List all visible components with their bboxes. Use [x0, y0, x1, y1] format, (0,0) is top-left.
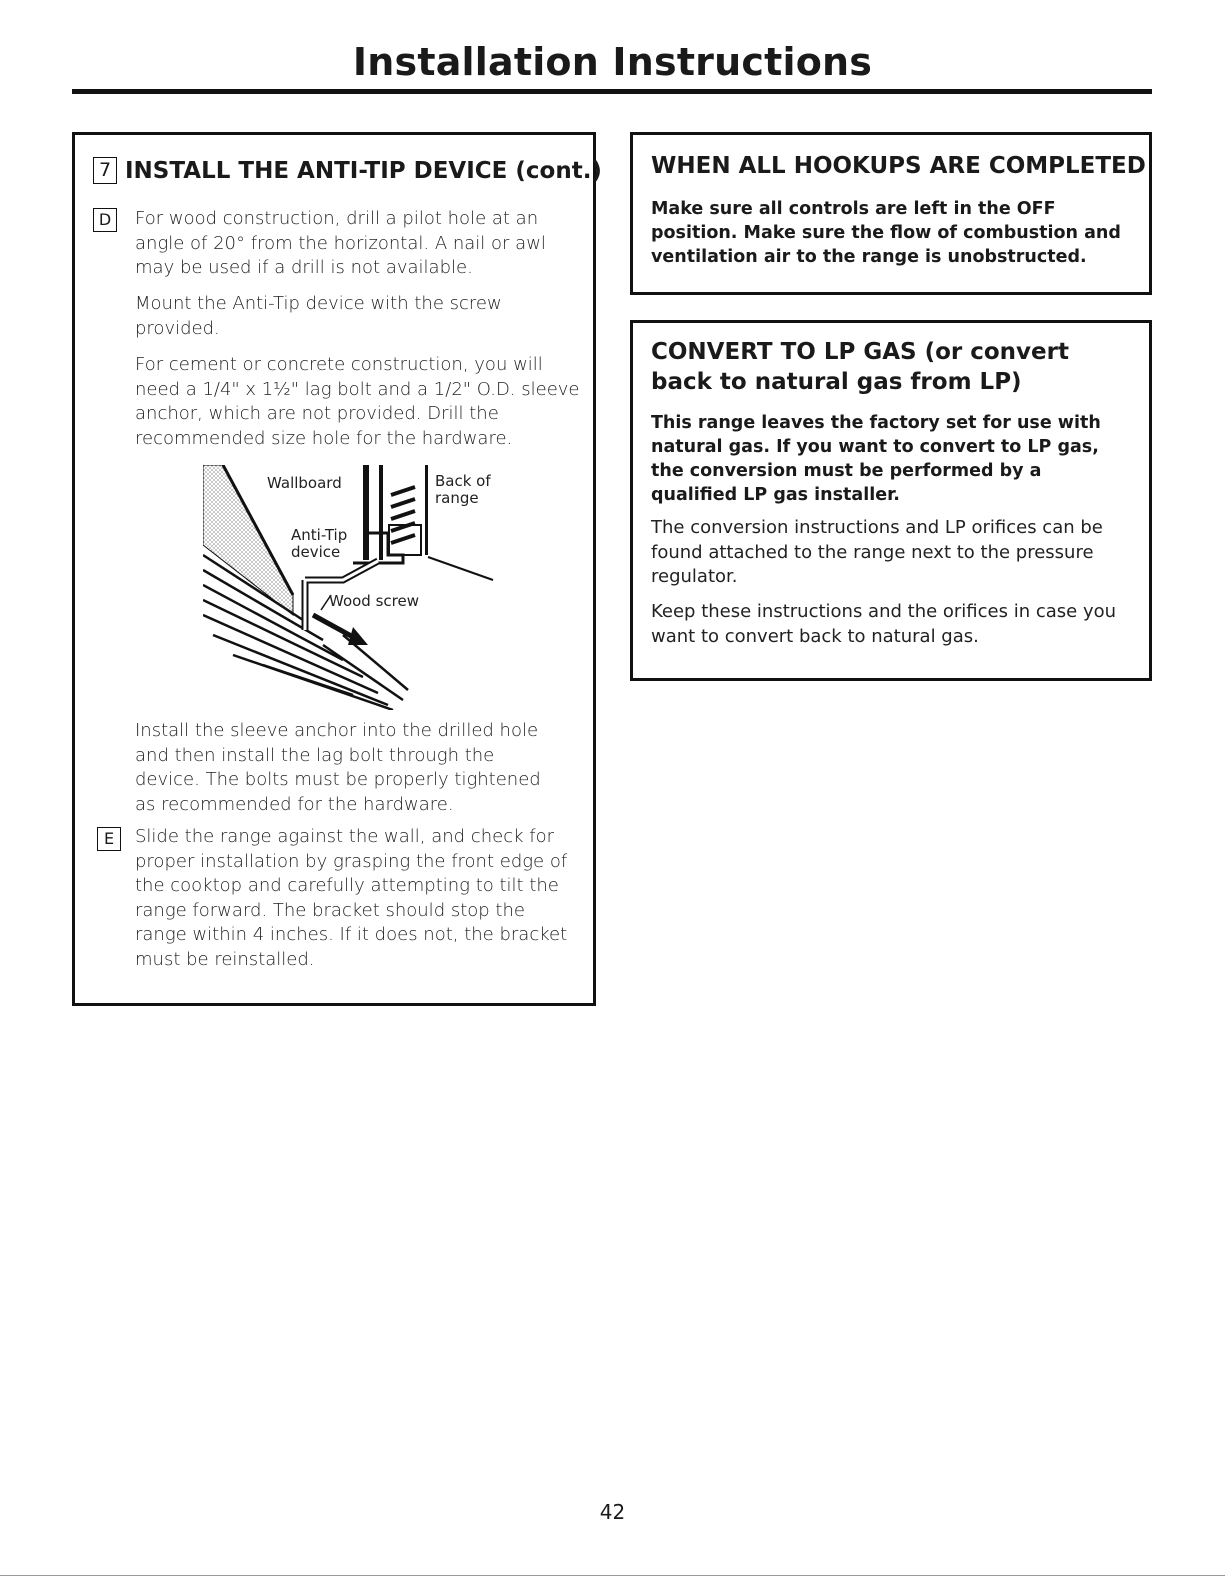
hookups-heading: WHEN ALL HOOKUPS ARE COMPLETED — [651, 153, 1146, 179]
anti-tip-figure — [203, 465, 503, 710]
anti-tip-heading-text: INSTALL THE ANTI-TIP DEVICE (cont.) — [125, 157, 602, 184]
lp-gas-section — [630, 320, 1152, 681]
mount-text: Mount the Anti-Tip device with the screw provided. — [135, 293, 502, 339]
step-d-text: For wood construction, drill a pilot hole at an angle of 20° from the horizontal. A nail or awl may be used if a drill is not available. — [135, 208, 546, 278]
lp-gas-text-2: Keep these instructions and the orifices in case you want to convert back to natural gas. — [651, 601, 1117, 647]
hookups-section — [630, 132, 1152, 295]
page-title: Installation Instructions — [352, 40, 873, 84]
lp-gas-bold-text: This range leaves the factory set for use with natural gas. If you want to convert to LP gas, the conversion must be performed by a qualified LP gas installer. — [651, 413, 1101, 505]
page-number: 42 — [599, 1500, 626, 1524]
anti-tip-heading — [93, 157, 602, 184]
hookups-text: Make sure all controls are left in the OFF position. Make sure the flow of combustion and ventilation air to the range is unobstructed. — [651, 199, 1121, 267]
step-number-badge: 7 — [93, 157, 117, 184]
label-back-of-range: Back of range — [435, 472, 491, 507]
lp-gas-text-1: The conversion instructions and LP orifices can be found attached to the range next to the pressure regulator. — [651, 517, 1103, 587]
label-wood-screw: Wood screw — [329, 592, 419, 610]
label-wallboard: Wallboard — [267, 474, 342, 492]
label-anti-tip-device: Anti-Tip device — [291, 526, 348, 561]
step-e-text: Slide the range against the wall, and check for proper installation by grasping the front edge of the cooktop and carefully attempting to tilt the range forward. The bracket should stop the range within 4 inches. If it does not, the bracket must be reinstalled. — [135, 826, 568, 970]
step-d-badge: D — [93, 208, 117, 232]
sleeve-text: Install the sleeve anchor into the drilled hole and then install the lag bolt through the device. The bolts must be properly tightened as recommended for the hardware. — [135, 720, 541, 815]
title-rule — [72, 89, 1152, 94]
bottom-rule — [0, 1575, 1225, 1576]
lp-gas-heading: CONVERT TO LP GAS (or convert back to natural gas from LP) — [651, 339, 1069, 395]
step-e-badge: E — [97, 827, 121, 851]
anti-tip-section — [72, 132, 602, 1006]
cement-text: For cement or concrete construction, you will need a 1/4" x 1½" lag bolt and a 1/2" O.D. sleeve anchor, which are not provided. Drill the recommended size hole for the hardware. — [135, 354, 580, 449]
